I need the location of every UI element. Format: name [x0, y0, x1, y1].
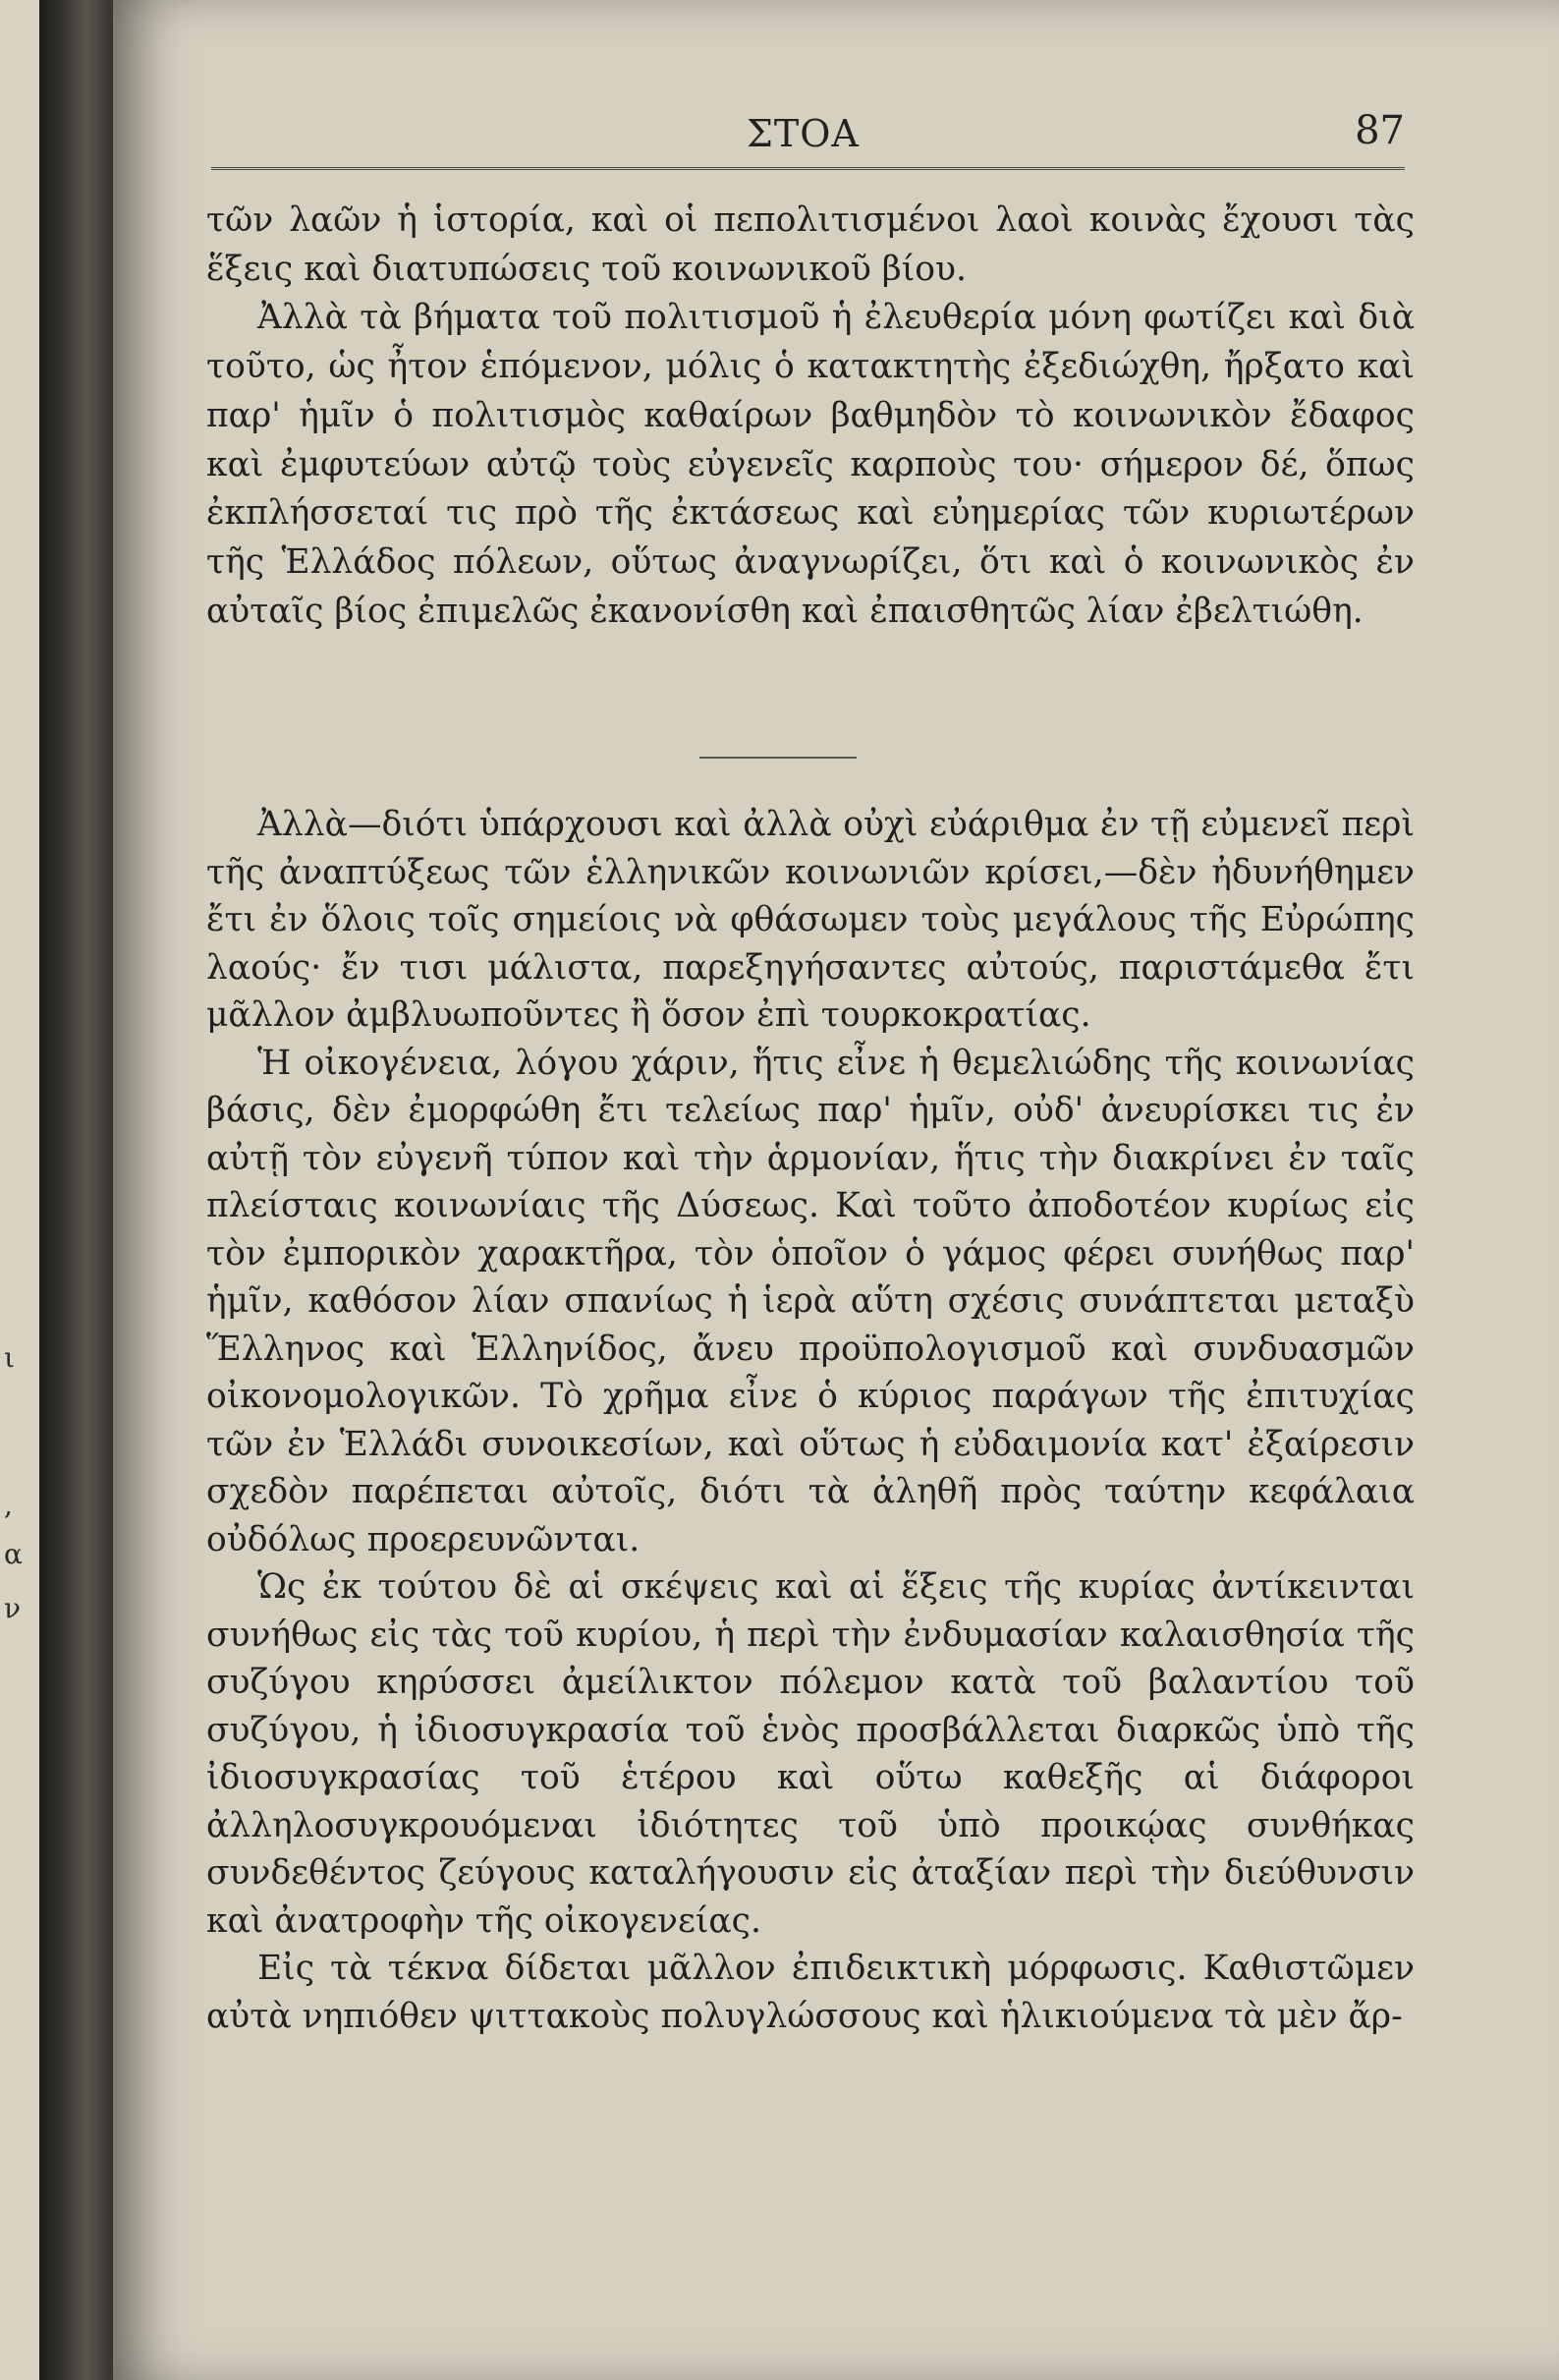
paragraph: Ἀλλὰ—διότι ὑπάρχουσι καὶ ἀλλὰ οὐχὶ εὐάριθμα ἐν τῇ εὐμενεῖ περὶ τῆς ἀναπτύξεως τῶν ἑλληνικῶν κοινωνιῶν κρίσει,—δὲν ἠδυνήθημεν ἔτι ἐν ὅλοις τοῖς σημείοις νὰ φθάσωμεν τοὺς μεγάλους τῆς Εὐρώπης λαούς· ἔν τισι μάλιστα, παρεξηγήσαντες αὐτούς, παριστάμεθα ἔτι μᾶλλον ἀμβλυωποῦντες ἢ ὅσον ἐπὶ τουρκοκρατίας.: [206, 805, 1415, 1035]
page-number: 87: [1355, 108, 1405, 153]
section-divider: [699, 747, 857, 759]
page-header: [211, 108, 1405, 170]
running-head: ΣΤΟΑ: [747, 112, 860, 155]
section-1: [206, 197, 1415, 636]
paragraph: τῶν λαῶν ἡ ἱστορία, καὶ οἱ πεπολιτισμένοι λαοὶ κοινὰς ἔχουσι τὰς ἕξεις καὶ διατυπώσεις τοῦ κοινωνικοῦ βίου.: [206, 200, 1415, 289]
paragraph: Ἀλλὰ τὰ βήματα τοῦ πολιτισμοῦ ἡ ἐλευθερία μόνη φωτίζει καὶ διὰ τοῦτο, ὡς ἦτον ἑπόμενον, μόλις ὁ κατακτητὴς ἐξεδιώχθη, ἤρξατο καὶ παρ' ἡμῖν ὁ πολιτισμὸς καθαίρων βαθμηδὸν τὸ κοινωνικὸν ἔδαφος καὶ ἐμφυτεύων αὐτῷ τοὺς εὐγενεῖς καρποὺς του· σήμερον δέ, ὅπως ἐκπλήσσεταί τις πρὸ τῆς ἐκτάσεως καὶ εὐημερίας τῶν κυριωτέρων τῆς Ἑλλάδος πόλεων, οὕτως ἀναγνωρίζει, ὅτι καὶ ὁ κοινωνικὸς ἐν αὐταῖς βίος ἐπιμελῶς ἐκανονίσθη καὶ ἐπαισθητῶς λίαν ἐβελτιώθη.: [206, 298, 1415, 631]
margin-fragment: α: [4, 1538, 23, 1570]
margin-fragment: ν: [4, 1592, 22, 1624]
margin-fragment: ι: [4, 1341, 15, 1374]
paragraph: Ἡ οἰκογένεια, λόγου χάριν, ἥτις εἶνε ἡ θεμελιώδης τῆς κοινωνίας βάσις, δὲν ἐμορφώθη ἔτι τελείως παρ' ἡμῖν, οὐδ' ἀνευρίσκει τις ἐν αὐτῇ τὸν εὐγενῆ τύπον καὶ τὴν ἁρμονίαν, ἥτις τὴν διακρίνει ἐν ταῖς πλείσταις κοινωνίαις τῆς Δύσεως. Καὶ τοῦτο ἀποδοτέον κυρίως εἰς τὸν ἐμπορικὸν χαρακτῆρα, τὸν ὁποῖον ὁ γάμος φέρει συνήθως παρ' ἡμῖν, καθόσον λίαν σπανίως ἡ ἱερὰ αὕτη σχέσις συνάπτεται μεταξὺ Ἕλληνος καὶ Ἑλληνίδος, ἄνευ προϋπολογισμοῦ καὶ συνδυασμῶν οἰκονομολογικῶν. Τὸ χρῆμα εἶνε ὁ κύριος παράγων τῆς ἐπιτυχίας τῶν ἐν Ἑλλάδι συνοικεσίων, καὶ οὕτως ἡ εὐδαιμονία κατ' ἐξαίρεσιν σχεδὸν παρέπεται αὐτοῖς, διότι τὰ ἀληθῆ πρὸς ταύτην κεφάλαια οὐδόλως προερευνῶνται.: [206, 1043, 1415, 1559]
margin-fragment: ,: [4, 1489, 13, 1521]
paragraph: Ὡς ἐκ τούτου δὲ αἱ σκέψεις καὶ αἱ ἕξεις τῆς κυρίας ἀντίκεινται συνήθως εἰς τὰς τοῦ κυρίου, ἡ περὶ τὴν ἐνδυμασίαν καλαισθησία τῆς συζύγου κηρύσσει ἀμείλικτον πόλεμον κατὰ τοῦ βαλαντίου τοῦ συζύγου, ἡ ἰδιοσυγκρασία τοῦ ἑνὸς προσβάλλεται διαρκῶς ὑπὸ τῆς ἰδιοσυγκρασίας τοῦ ἑτέρου καὶ οὕτω καθεξῆς αἱ διάφοροι ἀλληλοσυγκρουόμεναι ἰδιότητες τοῦ ὑπὸ προικῴας συνθήκας συνδεθέντος ζεύγους καταλήγουσιν εἰς ἀταξίαν περὶ τὴν διεύθυνσιν καὶ ἀνατροφὴν τῆς οἰκογενείας.: [206, 1567, 1415, 1941]
section-2: [206, 801, 1415, 2040]
paragraph: Εἰς τὰ τέκνα δίδεται μᾶλλον ἐπιδεικτικὴ μόρφωσις. Καθιστῶμεν αὐτὰ νηπιόθεν ψιττακοὺς πολυγλώσσους καὶ ἡλικιούμενα τὰ μὲν ἄρ-: [206, 1949, 1415, 2036]
adjacent-page-edge: [0, 0, 39, 2380]
book-gutter: [39, 0, 118, 2380]
